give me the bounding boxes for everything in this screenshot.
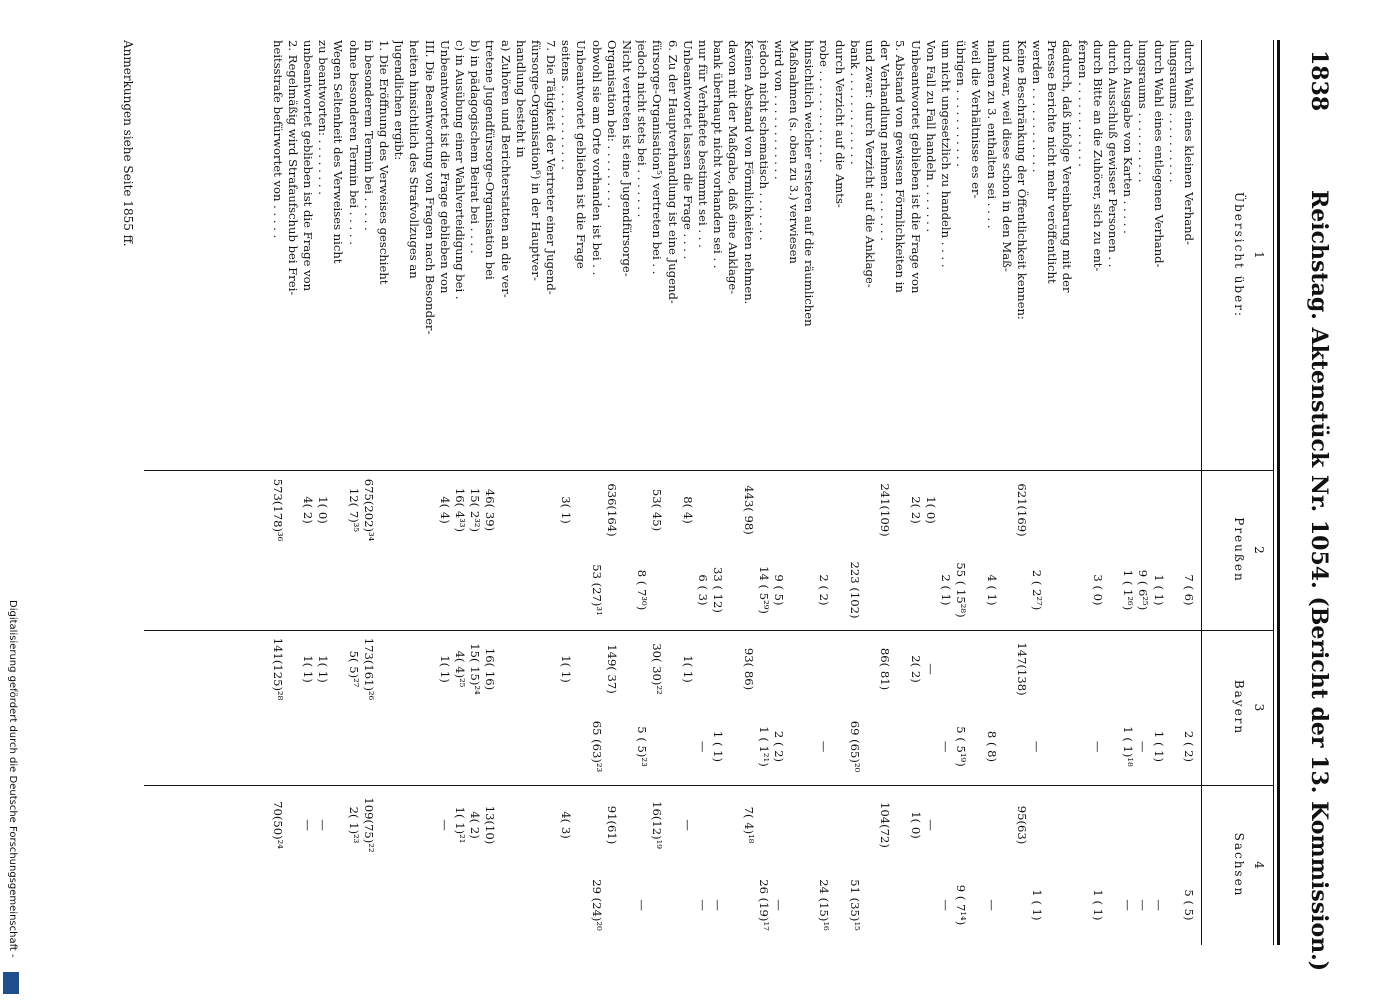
cell-p2a: 2( 2) — [908, 496, 923, 524]
cell-p2a: 241(109) — [878, 483, 893, 537]
row-label: 2. Regelmäßig wird Strafaufschub bei Frei- — [285, 40, 300, 296]
row-label: hinsichtlich welcher ersteren auf die räumlichen — [802, 40, 817, 327]
cell-p2b: 3 ( 0) — [1090, 574, 1105, 606]
row-label: Unbeantwortet geblieben ist die Frage — [574, 40, 589, 269]
cell-p4b: — — [1121, 899, 1136, 911]
cell-p4b: — — [635, 899, 650, 911]
cell-p3a: 1( 1) — [316, 655, 331, 683]
row-label: Keinen Abstand von Förmlichkeiten nehmen. — [741, 40, 756, 305]
cell-p2b: 7 ( 6) — [1182, 574, 1196, 606]
row-label: um nicht ungesetzlich zu handeln . . . . — [939, 40, 953, 268]
table-row — [953, 40, 968, 945]
row-label: Keine Beschränkung der Öffentlichkeit kennen: — [1014, 40, 1029, 320]
footnote: Anmerkungen siehe Seite 1855 ff. — [121, 40, 135, 247]
row-label: und zwar: durch Verzicht auf die Anklage- — [863, 40, 878, 288]
cell-p2b: 9 ( 5) — [771, 574, 786, 606]
table-row — [1120, 40, 1135, 945]
row-label: jedoch nicht schematisch . . . . . . . — [756, 40, 771, 241]
cell-p4a: 70(50)²⁴ — [270, 801, 285, 849]
cell-p4a: — — [437, 819, 452, 831]
table-row — [1135, 40, 1150, 945]
row-label: durch Wahl eines kleinen Verhand- — [1182, 40, 1196, 245]
table-row — [923, 40, 938, 945]
table-row — [680, 40, 695, 945]
row-label: Unbeantwortet lassen die Frage . . . . — [680, 40, 695, 260]
row-label: durch Ausschluß gewisser Personen . . — [1106, 40, 1121, 268]
cell-p2a: 53( 45) — [650, 488, 665, 532]
cell-p4a: 2( 1)²³ — [346, 806, 361, 844]
row-label: heitsstrafe befürwortet von . . . . . — [270, 40, 285, 239]
cell-p3b: 1 ( 1)¹⁸ — [1121, 726, 1136, 767]
cell-p3a: 141(125)²⁸ — [270, 637, 285, 701]
cell-p2a: 621(169) — [1014, 483, 1029, 537]
header-rule-thin — [1273, 40, 1274, 945]
cell-p3a: — — [923, 663, 938, 675]
page-title: Reichstag. Aktenstück Nr. 1054. (Bericht der 13. Kommission.) — [1306, 190, 1332, 972]
table-row — [452, 40, 467, 945]
column-label: Sachsen — [1232, 832, 1246, 898]
table-row — [801, 40, 816, 945]
cell-p2b: 9 ( 6²⁵) — [1136, 569, 1151, 611]
row-label: Von Fall zu Fall handeln . . . . . . . — [923, 40, 938, 233]
cell-p4b: — — [1151, 899, 1166, 911]
cell-p4a: 1( 1)²¹ — [453, 806, 467, 844]
cell-p4b: 51 (35)¹⁵ — [847, 879, 862, 931]
table-row — [391, 40, 406, 945]
cell-p2b: 2 ( 2) — [817, 574, 832, 606]
row-label: jedoch nicht stets bei . . . . . . . — [635, 40, 650, 218]
cell-p3a: 173(161)²⁶ — [361, 637, 376, 701]
cell-p3b: 2 ( 2) — [1182, 730, 1196, 763]
cell-p3a: 16( 16) — [483, 647, 498, 691]
cell-p2b: 1 ( 1²⁶) — [1121, 569, 1136, 611]
table-row — [664, 40, 679, 945]
row-label: nur für Verhaftete bestimmt sei . . . — [696, 40, 710, 248]
cell-p4b: 26 (19)¹⁷ — [756, 879, 771, 931]
cell-p2b: 4 ( 1) — [984, 574, 999, 606]
cell-p2a: 1( 0) — [923, 496, 938, 524]
row-label: handlung besteht in — [513, 40, 528, 158]
table-row — [361, 40, 376, 945]
column-label: Bayern — [1232, 679, 1246, 736]
row-label: 5. Abstand von gewissen Förmlichkeiten in — [893, 40, 908, 293]
table-row — [740, 40, 755, 945]
table-row — [1075, 40, 1090, 945]
cell-p2a: 8( 4) — [680, 496, 695, 524]
row-label: unbeantwortet geblieben ist die Frage von — [301, 40, 316, 292]
table-row — [710, 40, 725, 945]
table-row — [619, 40, 634, 945]
header-rule-thick — [1277, 40, 1280, 945]
row-label: übrigen . . . . . . . . . . . — [954, 40, 969, 167]
cell-p3a: 149( 37) — [604, 644, 619, 694]
cell-p3b: — — [817, 740, 832, 753]
column-number: 1 — [1252, 251, 1266, 259]
cell-p3a: 1( 1) — [437, 655, 452, 683]
cell-p2a: 675(202)³⁴ — [361, 478, 376, 542]
table-row — [1014, 40, 1029, 945]
row-label: Unbeantwortet ist die Frage geblieben von — [437, 40, 452, 294]
cell-p4a: 4( 3) — [559, 811, 574, 839]
cell-p3b: — — [1090, 740, 1105, 753]
table-row — [604, 40, 619, 945]
cell-p4a: 91(61) — [604, 805, 619, 845]
cell-p4a: 4( 2) — [468, 811, 483, 839]
row-label: Maßnahmen (s. oben zu 3.) verwiesen — [787, 40, 802, 264]
row-label: 1. Die Eröffnung des Verweises geschieht — [377, 40, 392, 285]
row-label: lungsraums . . . . . . . . . . — [1136, 40, 1151, 183]
table-row — [1181, 40, 1196, 945]
cell-p4a: 13(10) — [483, 805, 498, 845]
table-row — [1059, 40, 1074, 945]
row-label: in besonderem Termin bei . . . . . — [361, 40, 376, 231]
row-label: durch Wahl eines entlegenen Verhand- — [1151, 40, 1166, 268]
column-number: 4 — [1252, 861, 1266, 869]
row-label: 7. Die Tätigkeit der Vertreter einer Jugend- — [544, 40, 559, 295]
table-row — [437, 40, 452, 945]
column-header-3 — [1206, 630, 1268, 785]
column-number: 2 — [1252, 546, 1266, 554]
column-header-4 — [1206, 785, 1268, 945]
row-label: wird von . . . . . . . . . . . . — [771, 40, 786, 180]
table-row — [756, 40, 771, 945]
row-label: weil die Verhältnisse es er- — [969, 40, 984, 199]
cell-p2a: 12( 7)³⁵ — [346, 487, 361, 533]
cell-p3a: 1( 1) — [559, 655, 574, 683]
row-label: fürsorge-Organisation⁵) vertreten bei . . — [650, 40, 665, 275]
cell-p2b: 2 ( 1) — [939, 574, 953, 606]
row-label: und zwar, weil diese schon in den Maß- — [999, 40, 1014, 272]
cell-p3a: 2( 2) — [908, 655, 923, 683]
row-label: a) Zuhören und Berichterstatten an die ver- — [498, 40, 513, 298]
cell-p3a: 4( 4)²⁵ — [453, 650, 467, 688]
table-row — [543, 40, 558, 945]
row-label: Wegen Seltenheit des Verweises nicht — [331, 40, 346, 264]
cell-p4b: 29 (24)²⁰ — [589, 879, 604, 931]
cell-p3a: 1( 1) — [301, 655, 316, 683]
cell-p2a: 443( 98) — [741, 485, 756, 535]
row-label: durch Ausgabe von Karten . . . . . — [1121, 40, 1136, 234]
row-label: obwohl sie am Orte vorhanden ist bei . . — [589, 40, 604, 276]
column-header-1 — [1206, 40, 1268, 470]
table-row — [1166, 40, 1181, 945]
table-row — [376, 40, 391, 945]
header-bottom-rule — [1201, 40, 1202, 945]
row-label: c) in Ausübung einer Wahlverteidigung bei . — [453, 40, 467, 300]
cell-p3b: 1 ( 1) — [1151, 730, 1166, 763]
cell-p4a: — — [301, 819, 316, 831]
table-row — [847, 40, 862, 945]
cell-p4a: — — [680, 819, 695, 831]
cell-p4a: 16(12)¹⁹ — [650, 801, 665, 849]
table-row — [528, 40, 543, 945]
table-row — [832, 40, 847, 945]
cell-p4b: 1 ( 1) — [1090, 889, 1105, 921]
cell-p4a: 1( 0) — [908, 811, 923, 839]
cell-p3b: — — [939, 740, 953, 753]
table-row — [695, 40, 710, 945]
table-row — [816, 40, 831, 945]
cell-p4a: — — [923, 819, 938, 831]
cell-p4b: — — [939, 899, 953, 911]
row-label: durch Bitte an die Zuhörer, sich zu ent- — [1090, 40, 1105, 272]
cell-p2b: 1 ( 1) — [1151, 574, 1166, 606]
row-label: fürsorge-Organisation⁶) in der Hauptver- — [528, 40, 543, 281]
cell-p2b: 2 ( 2²⁷) — [1030, 569, 1045, 611]
column-number: 3 — [1252, 703, 1266, 712]
cell-p3b: 1 ( 1) — [711, 730, 726, 763]
row-label: Unbeantwortet geblieben ist die Frage von — [908, 40, 923, 294]
cell-p2a: 4( 4) — [437, 496, 452, 524]
table-row — [1029, 40, 1044, 945]
rotated-page — [100, 40, 1340, 972]
cell-p4a: 104(72) — [878, 802, 893, 848]
cell-p3b: 1 ( 1²¹) — [756, 726, 771, 767]
page-number: 1838 — [1306, 50, 1332, 112]
cell-p3b: — — [696, 740, 710, 753]
column-label: Preußen — [1232, 517, 1246, 583]
cell-p4b: 5 ( 5) — [1182, 889, 1196, 921]
row-label: Presse Berichte nicht mehr veröffentlicht — [1045, 40, 1060, 284]
table-row — [300, 40, 315, 945]
row-label: bank . . . . . . . . . . . . . — [847, 40, 862, 165]
table-row — [421, 40, 436, 945]
table-row — [786, 40, 801, 945]
cell-p4a: 109(75)²² — [361, 797, 376, 853]
row-label: heiten hinsichtlich des Strafvollzuges an — [407, 40, 422, 279]
table-row — [589, 40, 604, 945]
table-row — [649, 40, 664, 945]
page-header — [1285, 40, 1340, 972]
row-label: nahmen zu 3. enthalten sei . . . . — [984, 40, 999, 229]
cell-p2a: 16( 4³³) — [453, 487, 467, 533]
table-row — [1105, 40, 1120, 945]
row-label: dadurch, daß infolge Vereinbarung mit der — [1060, 40, 1075, 293]
cell-p3a: 147(138) — [1014, 642, 1029, 696]
row-label: bank überhaupt nicht vorhanden sei . . — [711, 40, 726, 269]
cell-p2a: 4( 2) — [301, 496, 316, 524]
table-row — [270, 40, 285, 945]
table-row — [892, 40, 907, 945]
table-row — [862, 40, 877, 945]
side-note-text: Digitalisierung gefördert durch die Deutsche Forschungsgemeinschaft - — [7, 600, 18, 958]
cell-p2a: 1( 0) — [316, 496, 331, 524]
cell-p4b: 9 ( 7¹⁴) — [954, 884, 969, 926]
row-label: lungsraums . . . . . . . . . . — [1166, 40, 1181, 183]
cell-p4b: — — [711, 899, 726, 911]
cell-p3a: 1( 1) — [680, 655, 695, 683]
cell-p2a: 15( 2³²) — [468, 487, 483, 533]
cell-p4b: — — [984, 899, 999, 911]
row-label: zu beantworten: . . . . . . . . — [316, 40, 331, 195]
cell-p3b: 2 ( 2) — [771, 730, 786, 763]
cell-p2b: 55 ( 15²⁸) — [954, 562, 969, 618]
cell-p4b: — — [1136, 899, 1151, 911]
cell-p2b: 8 ( 7³⁰) — [635, 569, 650, 611]
cell-p2b: 14 ( 5²⁹) — [756, 566, 771, 614]
cell-p2a: 3( 1) — [559, 496, 574, 524]
table-row — [513, 40, 528, 945]
row-label: tretene Jugendfürsorge-Organisation bei — [483, 40, 498, 280]
table-row — [968, 40, 983, 945]
table-row — [907, 40, 922, 945]
cell-p3b: — — [1030, 740, 1045, 753]
cell-p2a: 573(178)³⁶ — [270, 478, 285, 542]
cell-p3a: 30( 30)²² — [650, 643, 665, 695]
row-label: robe . . . . . . . . . . . . . — [817, 40, 832, 163]
cell-p3b: — — [1136, 740, 1151, 753]
side-note — [2, 600, 20, 1000]
table-row — [1150, 40, 1165, 945]
column-header-2 — [1206, 470, 1268, 630]
row-label: davon mit der Maßgabe, daß eine Anklage- — [726, 40, 741, 295]
cell-p2b: 6 ( 3) — [696, 574, 710, 606]
table-body — [270, 40, 1196, 945]
row-label: werden . . . . . . . . . . . . — [1030, 40, 1045, 173]
cell-p4a: — — [316, 819, 331, 831]
row-label: seitens . . . . . . . . . . . . — [559, 40, 574, 170]
table-row — [983, 40, 998, 945]
cell-p3b: 8 ( 8) — [984, 730, 999, 763]
table-row — [482, 40, 497, 945]
dfg-logo — [3, 972, 19, 994]
table-row — [999, 40, 1014, 945]
table-row — [406, 40, 421, 945]
table-row — [1090, 40, 1105, 945]
cell-p3a: 93( 86) — [741, 647, 756, 691]
table-row — [1044, 40, 1059, 945]
cell-p4b: — — [771, 899, 786, 911]
cell-p2a: 636(164) — [604, 483, 619, 537]
cell-p4b: — — [696, 899, 710, 911]
cell-p4b: 1 ( 1) — [1030, 889, 1045, 921]
cell-p4a: 7( 4)¹⁸ — [741, 806, 756, 844]
row-label: Organisation bei: . . . . . . . . . — [604, 40, 619, 209]
row-label: III. Die Beantwortung von Fragen nach Besonder- — [422, 40, 437, 335]
cell-p3b: 5 ( 5)²³ — [635, 726, 650, 767]
table-row — [346, 40, 361, 945]
cell-p2b: 223 (102) — [847, 561, 862, 619]
cell-p3a: 5( 5)²⁷ — [346, 650, 361, 688]
row-label: Nicht vertreten ist eine Jugendfürsorge- — [620, 40, 635, 277]
cell-p3a: 86( 81) — [878, 647, 893, 691]
row-label: fernen . . . . . . . . . . . . — [1075, 40, 1090, 167]
table-row — [634, 40, 649, 945]
table-row — [771, 40, 786, 945]
table-row — [938, 40, 953, 945]
row-label: durch Verzicht auf die Amts- — [832, 40, 847, 208]
table-row — [877, 40, 892, 945]
cell-p2a: 46( 39) — [483, 488, 498, 532]
cell-p2b: 33 ( 12) — [711, 567, 726, 613]
table-row — [285, 40, 300, 945]
cell-p4b: 24 (15)¹⁶ — [817, 879, 832, 931]
table-row — [725, 40, 740, 945]
row-label: 6. Zu der Hauptverhandlung ist eine Jugend- — [665, 40, 680, 304]
row-label: ohne besonderen Termin bei . . . . . — [346, 40, 361, 245]
cell-p3b: 69 (65)²⁰ — [847, 720, 862, 773]
table-row — [467, 40, 482, 945]
table-row — [558, 40, 573, 945]
table-row — [573, 40, 588, 945]
table-row — [497, 40, 512, 945]
cell-p3b: 65 (63)²³ — [589, 720, 604, 773]
cell-p4a: 95(63) — [1014, 805, 1029, 845]
row-label: b) in pädagogischem Beirat bei . . . . — [468, 40, 483, 254]
cell-p2b: 53 (27)³¹ — [589, 564, 604, 616]
cell-p3a: 15( 15)²⁴ — [468, 643, 483, 695]
table-row — [315, 40, 330, 945]
column-label: Übersicht über: — [1232, 191, 1246, 318]
row-label: der Verhandlung nehmen . . . . . . . — [878, 40, 893, 241]
cell-p3b: 5 ( 5¹⁹) — [954, 726, 969, 767]
table-row — [330, 40, 345, 945]
row-label: Jugendlichen ergibt: — [392, 40, 407, 161]
